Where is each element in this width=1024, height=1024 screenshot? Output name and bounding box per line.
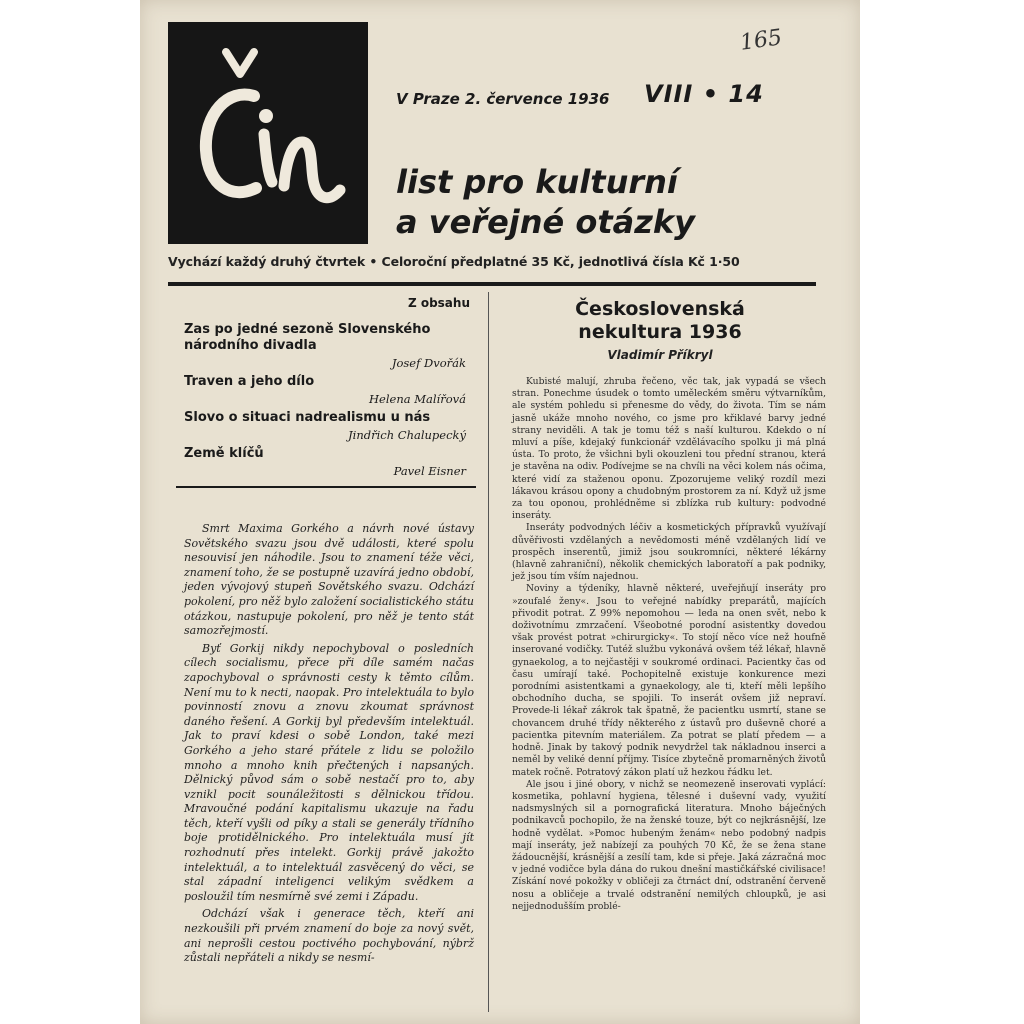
article-paragraph: Noviny a týdeníky, hlavně některé, uveřejňují inseráty pro »zoufalé ženy«. Jsou to veřejné nabídky preparátů, majících přivodit potrat. Z 99% nepomohou — leda na onen svět, nebo k doživotnímu zmrzačení. Všeobotné porodní asistentky dovedou však provést potrat »chirurgicky«. To stojí něco více než houfně inserované vodičky. Tutéž službu vykonává ovšem též lékař, hlavně gynaekolog, a to nejčastěji v soukromé ordinaci. Pacientky čas od času umírají také. Pochopitelně existuje konkurence mezi porodními asistentkami a gynaekology, ale ti, kteří měli lepšího obchodního ducha, se spojili. To inserát ovšem již nepraví. Provede-li lékař zákrok tak špatně, že pacientku usmrtí, stane se chovancem druhé třídy některého z ústavů pro duševně choré a pacientka pitevním materiálem. Za potrat se platí předem — a hodně. Jinak by takový podnik nevydržel tak nákladnou inserci a neměl by veliké denní příjmy. Tisíce zbytečně promarněných životů matek ročně. Potratový zákon platí už hezkou řádku let. (512, 583, 826, 778)
article-body (512, 376, 826, 913)
contents-item-author: Josef Dvořák (391, 356, 466, 370)
masthead-logo-block (168, 22, 368, 244)
column-divider (488, 292, 489, 1012)
editorial-paragraph: Odchází však i generace těch, kteří ani nezkoušili při prvém znamení do boje za nový svět, ani neprošli cestou poctivého pochybování, nýbrž zůstali nepřáteli a nikdy se nesmí- (184, 907, 474, 965)
article-paragraph: Ale jsou i jiné obory, v nichž se neomezeně inserovati vyplácí: kosmetika, pohlavní hygiena, tělesné i duševní vady, využití nadsmyslných sil a pornografická literatura. Mnoho báječných podnikavců pochopilo, že na ženské touze, být co nejkrásnější, lze hodně vydělat. »Pomoc hubeným ženám« nebo podobný nadpis mají inseráty, jež nabízejí za pouhých 70 Kč, že se žena stane žádoucnější, krásnější a zesílí tam, kde si přeje. Jaká zázračná moc v jedné vodičce byla dána do rukou dnešní mastičkářské civilisace! Získání nové pokožky v obličeji za čtrnáct dní, odstranění červeně nosu a obličeje a trvalé odstranění nemilých chloupků, je asi nejjednodušším problé- (512, 778, 826, 912)
handwritten-note: 165 (738, 25, 784, 56)
contents-item-title: Slovo o situaci nadrealismu u nás (184, 410, 431, 425)
cin-logo (168, 22, 368, 244)
article-title-line-2: nekultura 1936 (578, 321, 742, 343)
contents-item[interactable] (184, 446, 470, 478)
article-author: Vladimír Příkryl (607, 348, 713, 362)
subtitle-line-2: a veřejné otázky (396, 203, 696, 241)
contents-heading: Z obsahu (407, 296, 470, 310)
subtitle-line-1: list pro kulturní (396, 163, 678, 201)
editorial-paragraph: Smrt Maxima Gorkého a návrh nové ústavy Sovětského svazu jsou dvě události, které spolu nesouvisí jen náhodile. Jsou to znamení téže věci, znamení toho, že se postupně uzavírá jedno období, jeden vývojový stupeň Sovětského svazu. Odchází pokolení, pro něž bylo založení socialistického státu otázkou, nastupuje pokolení, pro něž je tento stát samozřejmostí. (184, 522, 474, 638)
contents-item-title: Traven a jeho dílo (184, 374, 315, 389)
subtitle (396, 162, 695, 242)
contents-rule (176, 486, 476, 488)
gorkij-editorial (184, 522, 474, 969)
table-of-contents (184, 296, 470, 482)
article-paragraph: Inseráty podvodných léčiv a kosmetických přípravků využívají důvěřivosti vzdělaných a nevědomosti méně vzdělaných lidí ve prospěch inserentů, jimiž jsou soukromníci, některé lékárny (hlavně zahraniční), několik chemických laboratoří a pak podniky, jež jsou tím vším najednou. (512, 522, 826, 583)
contents-item[interactable] (184, 410, 470, 442)
newspaper-page (140, 0, 860, 1024)
contents-item-title: Země klíčů (184, 446, 264, 461)
masthead-rule (168, 282, 816, 286)
article-paragraph: Kubisté malují, zhruba řečeno, věc tak, jak vypadá se všech stran. Ponechme úsudek o tomto uměleckém směru výtvarníkům, ale systém pohledu si přenesme do vědy, do života. Tím se nám jasně ukáže mnoho nového, co jsme pro křiklavé barvy jedné strany neviděli. A tak je tomu též s naší kulturou. Kdekdo o ní mluví a píše, kdejaký funkcionář vzdělávacího spolku ji má plná ústa. To proto, že všichni byli okouzleni tou přední stranou, která je stavěna na odiv. Podívejme se na chvíli na věci kolem nás očima, které vidí za staženou oponu. Zpozorujeme veliký rozdíl mezi lákavou krásou opony a chudobným prostorem za ní. Když už jsme za tou oponou, prohlédněme si zblízka rub kultury: podvodné inseráty. (512, 376, 826, 522)
contents-item[interactable] (184, 322, 470, 370)
contents-item[interactable] (184, 374, 470, 406)
contents-item-author: Helena Malířová (369, 392, 466, 406)
editorial-paragraph: Byť Gorkij nikdy nepochyboval o posledních cílech socialismu, přece při díle samém načas zapochyboval o správnosti cesty k těmto cílům. Není mu to k necti, naopak. Pro intelektuála to bylo povinností znovu a znovu zkoumat správnost daného řešení. A Gorkij byl především intelektuál. Jak to praví kdesi o sobě London, také mezi Gorkého a jeho staré přátele z lidu se položilo mnoho a mnoho knih přečtených i napsaných. Dělnický původ sám o sobě nestačí pro to, aby vznikl pocit sounáležitosti s dělnickou třídou. Mravoučné podání kapitalismu ukazuje na řadu těch, kteří vyšli od píky a stali se generály třídního boje protidělnického. Pro intelektuála musí jít rozhodnutí přes intelekt. Gorkij právě jakožto intelektuál, a to intelektuál zasvěcený do věci, se stal západní inteligenci velikým svědkem a posloužil tím nesmírně své zemi i Západu. (184, 641, 474, 903)
article-title (500, 298, 820, 344)
contents-item-title: Zas po jedné sezoně Slovenského národního divadla (184, 322, 431, 353)
contents-item-author: Jindřich Chalupecký (348, 428, 466, 442)
dateline: V Praze 2. července 1936 (396, 90, 610, 108)
contents-item-author: Pavel Eisner (393, 464, 466, 478)
article-title-line-1: Československá (575, 298, 745, 320)
issue-number: VIII • 14 (644, 80, 764, 108)
subscription-info: Vychází každý druhý čtvrtek • Celoroční předplatné 35 Kč, jednotlivá čísla Kč 1·50 (168, 254, 740, 269)
